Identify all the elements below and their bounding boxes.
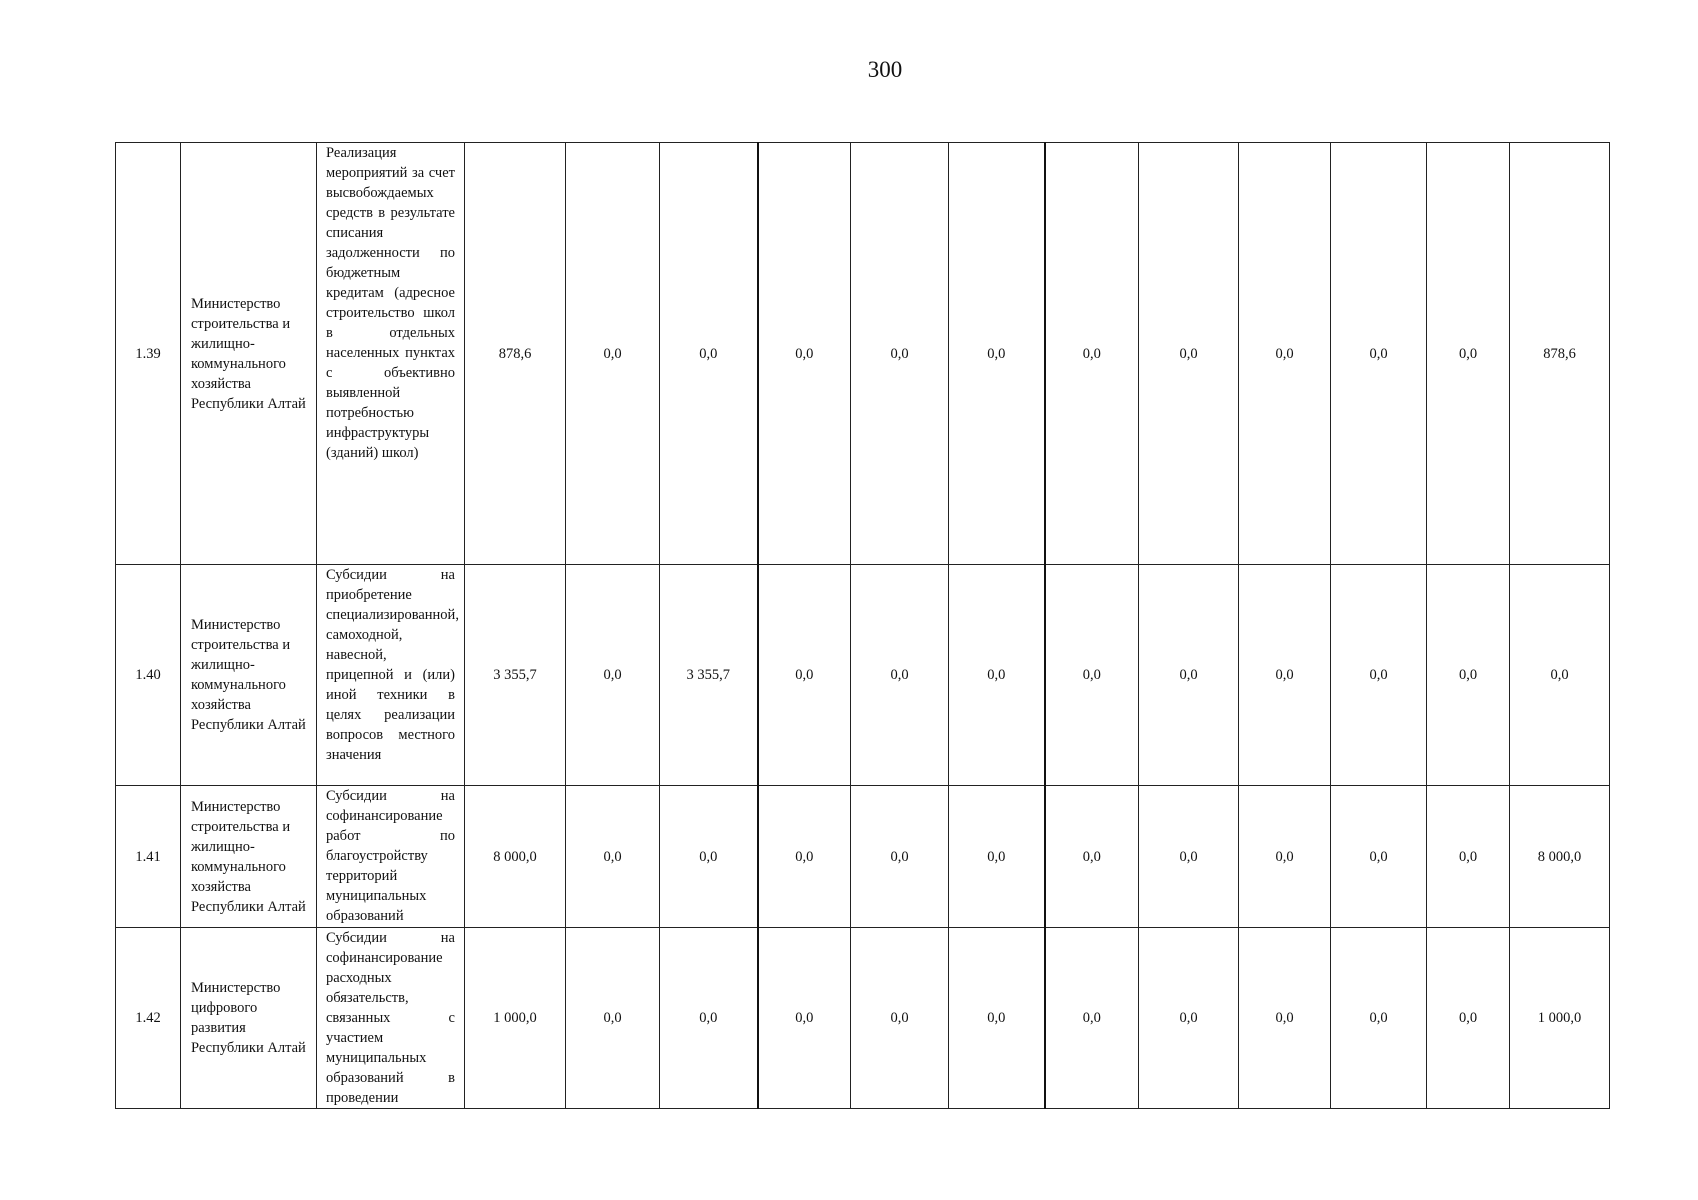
value-cell: 0,0 xyxy=(758,786,851,928)
row-number: 1.42 xyxy=(116,928,181,1109)
value-cell: 0,0 xyxy=(1239,565,1331,786)
row-number: 1.40 xyxy=(116,565,181,786)
row-number: 1.39 xyxy=(116,143,181,565)
table-row xyxy=(116,786,1610,928)
value-cell: 0,0 xyxy=(660,786,758,928)
total-value-cell: 8 000,0 xyxy=(1510,786,1610,928)
row-number: 1.41 xyxy=(116,786,181,928)
organization-cell: Министерство строительства и жилищно-коммунального хозяйства Республики Алтай xyxy=(181,565,317,786)
budget-table xyxy=(115,142,1610,1109)
value-cell: 0,0 xyxy=(1139,786,1239,928)
description-text: Субсидии на софинансирование расходных обязательств, связанных с участием муниципальных образований в проведении xyxy=(326,930,455,1106)
page-number: 300 xyxy=(867,57,903,82)
value-cell: 0,0 xyxy=(1239,928,1331,1109)
description-text: Субсидии на софинансирование работ по благоустройству территорий муниципальных образований xyxy=(326,788,455,924)
description-text: Субсидии на приобретение специализированной, самоходной, навесной, прицепной и (или) иной техники в целях реализации вопросов местного значения xyxy=(326,567,459,763)
organization-cell: Министерство цифрового развития Республики Алтай xyxy=(181,928,317,1109)
value-cell: 0,0 xyxy=(1045,786,1139,928)
description-cell xyxy=(317,143,465,565)
value-cell: 0,0 xyxy=(566,565,660,786)
value-cell: 0,0 xyxy=(566,928,660,1109)
value-cell: 0,0 xyxy=(949,565,1045,786)
description-cell xyxy=(317,786,465,928)
description-text: Реализация мероприятий за счет высвобождаемых средств в результате списания задолженности по бюджетным кредитам (адресное строительство школ в отдельных населенных пунктах с объективно выявленной потребностью инфраструктуры (зданий) школ) xyxy=(326,145,455,461)
value-cell: 0,0 xyxy=(1045,928,1139,1109)
total-value-cell: 0,0 xyxy=(1510,565,1610,786)
value-cell: 0,0 xyxy=(851,143,949,565)
value-cell: 0,0 xyxy=(851,928,949,1109)
total-value-cell: 1 000,0 xyxy=(1510,928,1610,1109)
organization-cell: Министерство строительства и жилищно-коммунального хозяйства Республики Алтай xyxy=(181,786,317,928)
value-cell: 0,0 xyxy=(758,143,851,565)
value-cell: 878,6 xyxy=(465,143,566,565)
value-cell: 0,0 xyxy=(1331,786,1427,928)
value-cell: 0,0 xyxy=(1139,565,1239,786)
value-cell: 0,0 xyxy=(1427,565,1510,786)
value-cell: 0,0 xyxy=(1239,786,1331,928)
value-cell: 0,0 xyxy=(949,786,1045,928)
value-cell: 0,0 xyxy=(1331,565,1427,786)
table-row xyxy=(116,143,1610,565)
value-cell: 0,0 xyxy=(1139,143,1239,565)
value-cell: 0,0 xyxy=(1239,143,1331,565)
value-cell: 0,0 xyxy=(1331,143,1427,565)
value-cell: 3 355,7 xyxy=(465,565,566,786)
value-cell: 0,0 xyxy=(566,786,660,928)
value-cell: 0,0 xyxy=(566,143,660,565)
value-cell: 0,0 xyxy=(1045,565,1139,786)
value-cell: 8 000,0 xyxy=(465,786,566,928)
value-cell: 0,0 xyxy=(1331,928,1427,1109)
value-cell: 0,0 xyxy=(1427,143,1510,565)
organization-cell: Министерство строительства и жилищно-коммунального хозяйства Республики Алтай xyxy=(181,143,317,565)
value-cell: 3 355,7 xyxy=(660,565,758,786)
value-cell: 0,0 xyxy=(1045,143,1139,565)
value-cell: 0,0 xyxy=(660,143,758,565)
value-cell: 0,0 xyxy=(758,565,851,786)
value-cell: 1 000,0 xyxy=(465,928,566,1109)
value-cell: 0,0 xyxy=(949,928,1045,1109)
value-cell: 0,0 xyxy=(949,143,1045,565)
description-cell xyxy=(317,565,465,786)
value-cell: 0,0 xyxy=(758,928,851,1109)
value-cell: 0,0 xyxy=(851,565,949,786)
table-row xyxy=(116,565,1610,786)
value-cell: 0,0 xyxy=(1427,928,1510,1109)
value-cell: 0,0 xyxy=(851,786,949,928)
total-value-cell: 878,6 xyxy=(1510,143,1610,565)
value-cell: 0,0 xyxy=(660,928,758,1109)
description-cell xyxy=(317,928,465,1109)
value-cell: 0,0 xyxy=(1427,786,1510,928)
value-cell: 0,0 xyxy=(1139,928,1239,1109)
table-row xyxy=(116,928,1610,1109)
